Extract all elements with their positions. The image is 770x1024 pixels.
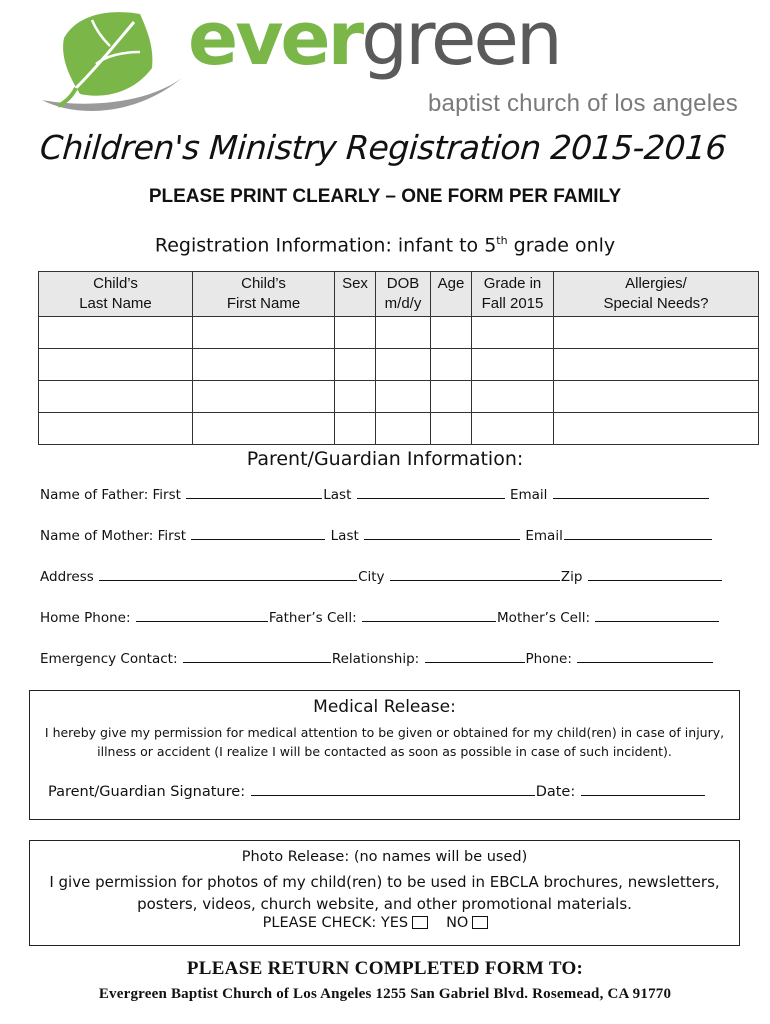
table-cell[interactable] (39, 381, 193, 413)
city-label: City (358, 569, 385, 585)
logo-word-green: green (361, 0, 560, 82)
table-cell[interactable] (431, 413, 472, 445)
table-header-row (39, 272, 759, 317)
mother-first-label: Name of Mother: First (40, 528, 187, 544)
father-last-label: Last (323, 487, 352, 503)
father-line (40, 486, 710, 503)
logo-subtitle: baptist church of los angeles (428, 90, 738, 117)
fathers-cell-label: Father’s Cell: (268, 610, 357, 626)
table-cell[interactable] (193, 381, 335, 413)
check-no-label: NO (446, 915, 469, 931)
signature-label: Parent/Guardian Signature: (48, 784, 246, 800)
table-cell[interactable] (431, 317, 472, 349)
photo-release-box (29, 840, 740, 946)
table-cell[interactable] (193, 349, 335, 381)
table-cell[interactable] (39, 349, 193, 381)
col-age: Age (431, 272, 472, 317)
medical-title: Medical Release: (313, 697, 456, 717)
table-cell[interactable] (376, 381, 431, 413)
logo-wordmark (188, 0, 560, 82)
return-title: PLEASE RETURN COMPLETED FORM TO: (186, 958, 584, 979)
address-field[interactable] (99, 568, 357, 581)
father-last-field[interactable] (357, 486, 505, 499)
table-cell[interactable] (335, 381, 376, 413)
photo-title: Photo Release: (no names will be used) (241, 849, 528, 865)
father-first-label: Name of Father: First (40, 487, 181, 503)
father-email-field[interactable] (553, 486, 709, 499)
col-grade: Grade in Fall 2015 (472, 272, 554, 317)
check-yes-label: PLEASE CHECK: YES (262, 915, 409, 931)
table-cell[interactable] (193, 317, 335, 349)
table-cell[interactable] (335, 413, 376, 445)
mothers-cell-field[interactable] (595, 609, 719, 622)
table-cell[interactable] (431, 381, 472, 413)
mother-last-field[interactable] (364, 527, 520, 540)
father-first-field[interactable] (186, 486, 322, 499)
mothers-cell-label: Mother’s Cell: (497, 610, 591, 626)
table-cell[interactable] (554, 413, 759, 445)
signature-field[interactable] (251, 783, 535, 796)
col-first-name: Child’s First Name (193, 272, 335, 317)
table-cell[interactable] (376, 413, 431, 445)
phone-field[interactable] (577, 650, 713, 663)
emergency-field[interactable] (183, 650, 331, 663)
table-cell[interactable] (554, 381, 759, 413)
return-address: Evergreen Baptist Church of Los Angeles 1255 San Gabriel Blvd. Rosemead, CA 91770 (98, 986, 672, 1002)
table-cell[interactable] (376, 349, 431, 381)
col-sex: Sex (335, 272, 376, 317)
col-dob: DOB m/d/y (376, 272, 431, 317)
form-title: Children's Ministry Registration 2015-2016 (38, 128, 728, 167)
leaf-icon (36, 8, 186, 118)
medical-text: I hereby give my permission for medical attention to be given or obtained for my child(ren) in case of injury, illness or accident (I realize I will be contacted as soon as possible in case of such incident). (44, 725, 725, 759)
table-row (39, 317, 759, 349)
table-cell[interactable] (39, 413, 193, 445)
table-cell[interactable] (554, 317, 759, 349)
table-cell[interactable] (193, 413, 335, 445)
table-row (39, 413, 759, 445)
registration-heading: Registration Information: infant to 5th grade only (154, 234, 616, 257)
phone-label: Phone: (525, 651, 572, 667)
fathers-cell-field[interactable] (362, 609, 496, 622)
mother-email-field[interactable] (564, 527, 712, 540)
address-label: Address (40, 569, 94, 585)
children-table (38, 271, 759, 445)
table-row (39, 381, 759, 413)
table-cell[interactable] (431, 349, 472, 381)
table-cell[interactable] (335, 317, 376, 349)
print-note: PLEASE PRINT CLEARLY – ONE FORM PER FAMILY (148, 186, 622, 207)
date-label: Date: (535, 784, 576, 800)
medical-release-box (29, 690, 740, 820)
zip-field[interactable] (588, 568, 722, 581)
table-row (39, 349, 759, 381)
phone-line (40, 609, 720, 626)
mother-first-field[interactable] (191, 527, 325, 540)
logo-word-ever: ever (188, 0, 362, 82)
father-email-label: Email (509, 487, 548, 503)
table-cell[interactable] (554, 349, 759, 381)
zip-label: Zip (560, 569, 583, 585)
mother-last-label: Last (330, 528, 359, 544)
address-line (40, 568, 723, 585)
table-cell[interactable] (376, 317, 431, 349)
no-checkbox[interactable] (472, 916, 488, 929)
photo-check-line (30, 915, 739, 931)
photo-text: I give permission for photos of my child(ren) to be used in EBCLA brochures, newsletters, posters, videos, church website, and other promotional materials. (49, 873, 720, 913)
emergency-label: Emergency Contact: (40, 651, 178, 667)
parent-heading: Parent/Guardian Information: (246, 448, 524, 470)
table-cell[interactable] (472, 349, 554, 381)
table-cell[interactable] (335, 349, 376, 381)
home-phone-label: Home Phone: (40, 610, 131, 626)
table-cell[interactable] (472, 413, 554, 445)
medical-signature-line (48, 783, 706, 800)
date-field[interactable] (581, 783, 705, 796)
col-last-name: Child’s Last Name (39, 272, 193, 317)
yes-checkbox[interactable] (412, 916, 428, 929)
relationship-field[interactable] (425, 650, 525, 663)
mother-email-label: Email (525, 528, 563, 544)
table-cell[interactable] (472, 381, 554, 413)
relationship-label: Relationship: (331, 651, 420, 667)
church-logo (36, 0, 738, 128)
home-phone-field[interactable] (136, 609, 268, 622)
table-cell[interactable] (39, 317, 193, 349)
mother-line (40, 527, 713, 544)
table-cell[interactable] (472, 317, 554, 349)
city-field[interactable] (390, 568, 560, 581)
col-allergies: Allergies/ Special Needs? (554, 272, 759, 317)
emergency-line (40, 650, 714, 667)
